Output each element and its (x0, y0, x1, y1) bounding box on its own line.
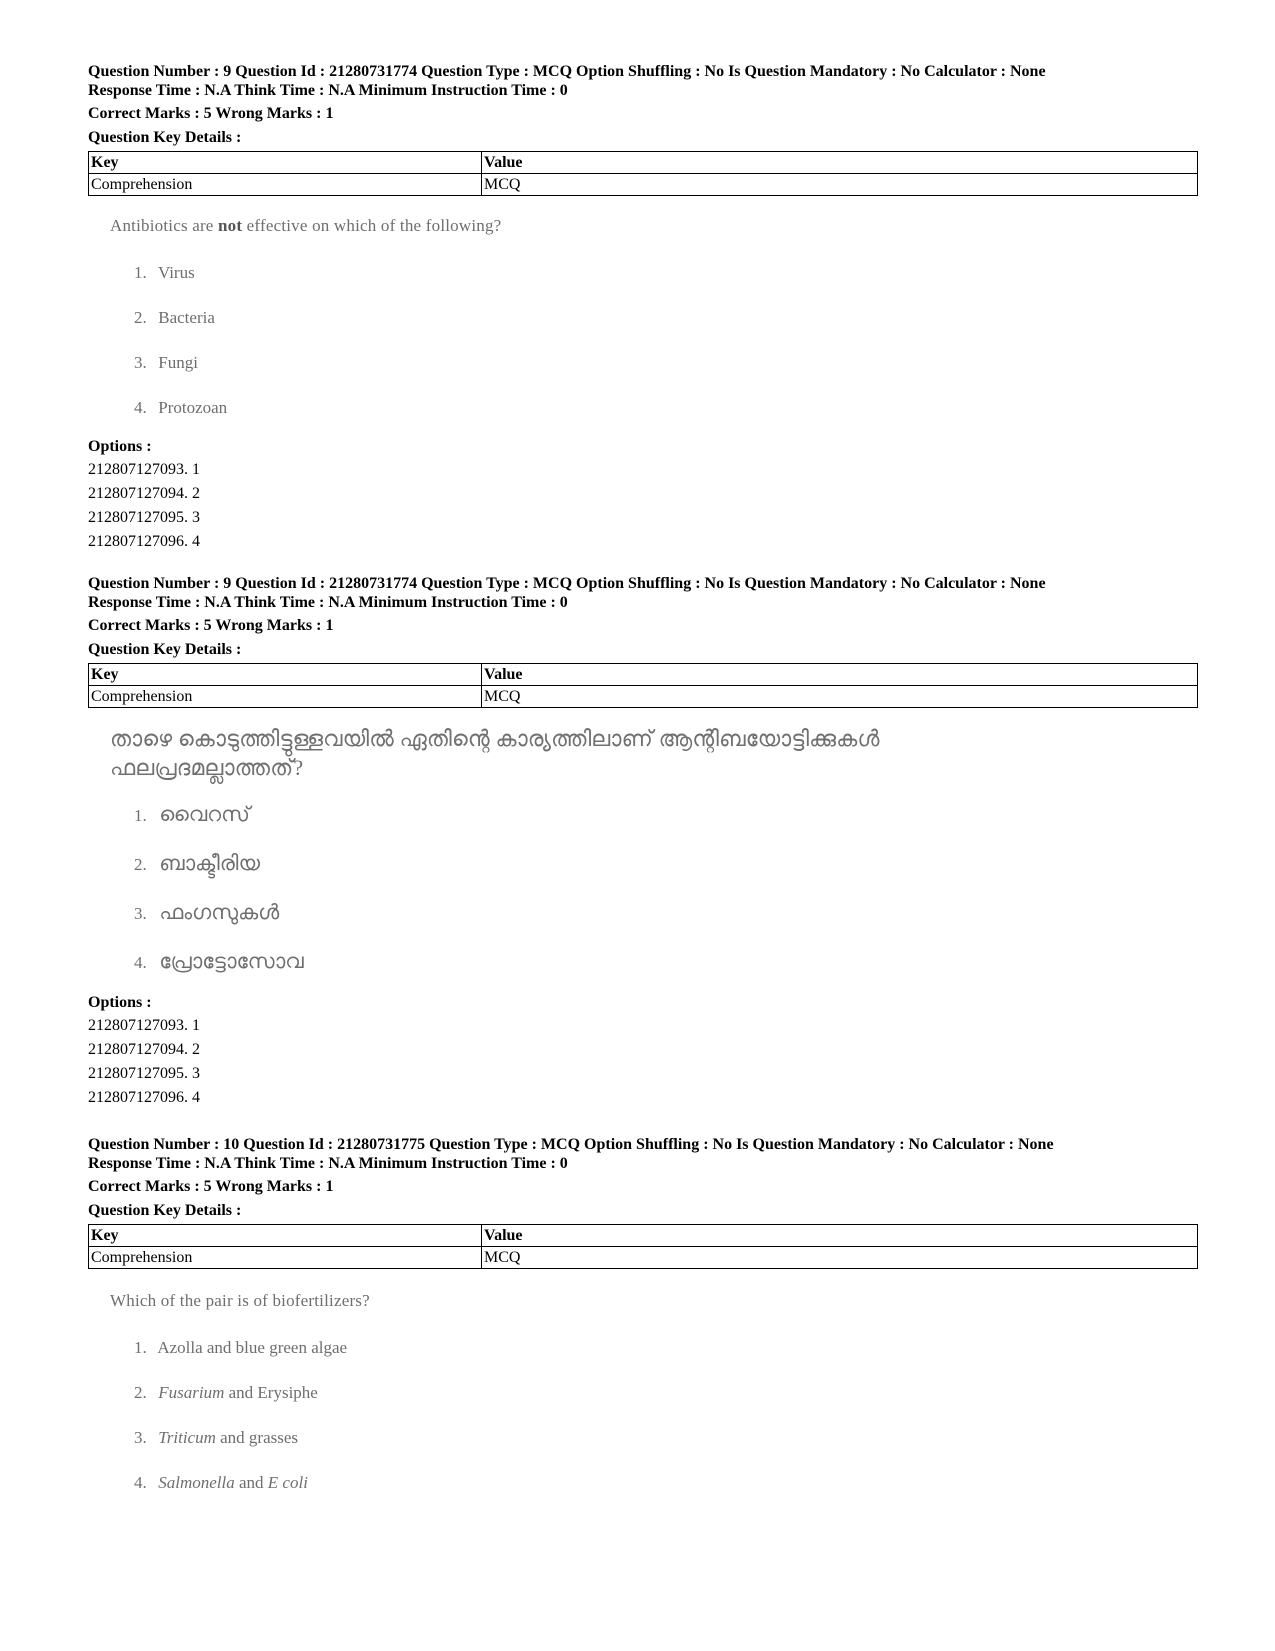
table-header-value: Value (482, 664, 1198, 686)
question-text: താഴെ കൊടുത്തിട്ടുള്ളവയിൽ ഏതിന്റെ കാര്യത്തിലാണ് ആന്റിബയോട്ടിക്കുകൾ ഫലപ്രദമല്ലാത്തത്? (110, 726, 880, 780)
marks-line: Correct Marks : 5 Wrong Marks : 1 (88, 1178, 334, 1195)
table-row (89, 1247, 1198, 1269)
options-label: Options : (88, 994, 152, 1011)
list-item: 3. Fungi (134, 353, 198, 372)
table-header-row (89, 664, 1198, 686)
table-cell-value: MCQ (482, 174, 1198, 196)
list-item: 1. Azolla and blue green algae (134, 1338, 348, 1357)
list-item: 4. Protozoan (134, 398, 228, 417)
question-block-2 (88, 574, 1198, 1110)
question-meta-line: Question Number : 10 Question Id : 21280731775 Question Type : MCQ Option Shuffling : No Is Question Mandatory : No Calculator : None (88, 1136, 1054, 1153)
option-id-row: 212807127093. 1 (88, 461, 200, 478)
options-label: Options : (88, 438, 152, 455)
key-details-label: Question Key Details : (88, 641, 242, 658)
list-item: 2. Bacteria (134, 308, 215, 327)
list-item: 4. Salmonella and E coli (134, 1473, 308, 1492)
key-details-label: Question Key Details : (88, 129, 242, 146)
option-id-row: 212807127094. 2 (88, 1041, 200, 1058)
table-cell-key: Comprehension (89, 1247, 482, 1269)
table-header-value: Value (482, 1225, 1198, 1247)
option-id-row: 212807127095. 3 (88, 1065, 200, 1082)
table-cell-key: Comprehension (89, 174, 482, 196)
table-cell-key: Comprehension (89, 686, 482, 708)
question-timing-line: Response Time : N.A Think Time : N.A Minimum Instruction Time : 0 (88, 82, 568, 99)
marks-line: Correct Marks : 5 Wrong Marks : 1 (88, 105, 334, 122)
question-image (110, 1289, 1198, 1505)
question-timing-line: Response Time : N.A Think Time : N.A Minimum Instruction Time : 0 (88, 594, 568, 611)
key-details-label: Question Key Details : (88, 1202, 242, 1219)
list-item: 2. Fusarium and Erysiphe (134, 1383, 318, 1402)
table-header-row (89, 1225, 1198, 1247)
key-value-table (88, 1224, 1198, 1269)
table-header-value: Value (482, 152, 1198, 174)
list-item: 3. ഫംഗസുകൾ (134, 900, 280, 924)
choice-list (134, 790, 1198, 986)
table-row (89, 686, 1198, 708)
option-id-row: 212807127094. 2 (88, 485, 200, 502)
question-meta-line: Question Number : 9 Question Id : 21280731774 Question Type : MCQ Option Shuffling : No Is Question Mandatory : No Calculator : None (88, 63, 1046, 80)
key-value-table (88, 151, 1198, 196)
question-image (110, 214, 1198, 430)
choice-list (134, 250, 1198, 430)
option-id-row: 212807127096. 4 (88, 1089, 200, 1106)
table-header-row (89, 152, 1198, 174)
option-id-row: 212807127096. 4 (88, 533, 200, 550)
question-text: Which of the pair is of biofertilizers? (110, 1291, 370, 1310)
question-text: Antibiotics are not effective on which of the following? (110, 216, 502, 235)
table-header-key: Key (89, 664, 482, 686)
table-header-key: Key (89, 1225, 482, 1247)
list-item: 3. Triticum and grasses (134, 1428, 299, 1447)
question-image (110, 724, 1198, 986)
list-item: 1. വൈറസ് (134, 802, 250, 826)
table-row (89, 174, 1198, 196)
question-timing-line: Response Time : N.A Think Time : N.A Minimum Instruction Time : 0 (88, 1155, 568, 1172)
question-block-1 (88, 62, 1198, 554)
list-item: 4. പ്രോട്ടോസോവ (134, 949, 304, 973)
table-cell-value: MCQ (482, 1247, 1198, 1269)
option-id-row: 212807127093. 1 (88, 1017, 200, 1034)
question-meta-line: Question Number : 9 Question Id : 21280731774 Question Type : MCQ Option Shuffling : No Is Question Mandatory : No Calculator : None (88, 575, 1046, 592)
choice-list (134, 1325, 1198, 1505)
option-id-row: 212807127095. 3 (88, 509, 200, 526)
table-cell-value: MCQ (482, 686, 1198, 708)
question-block-3 (88, 1135, 1198, 1505)
table-header-key: Key (89, 152, 482, 174)
key-value-table (88, 663, 1198, 708)
list-item: 2. ബാക്ടീരിയ (134, 851, 260, 875)
marks-line: Correct Marks : 5 Wrong Marks : 1 (88, 617, 334, 634)
list-item: 1. Virus (134, 263, 195, 282)
